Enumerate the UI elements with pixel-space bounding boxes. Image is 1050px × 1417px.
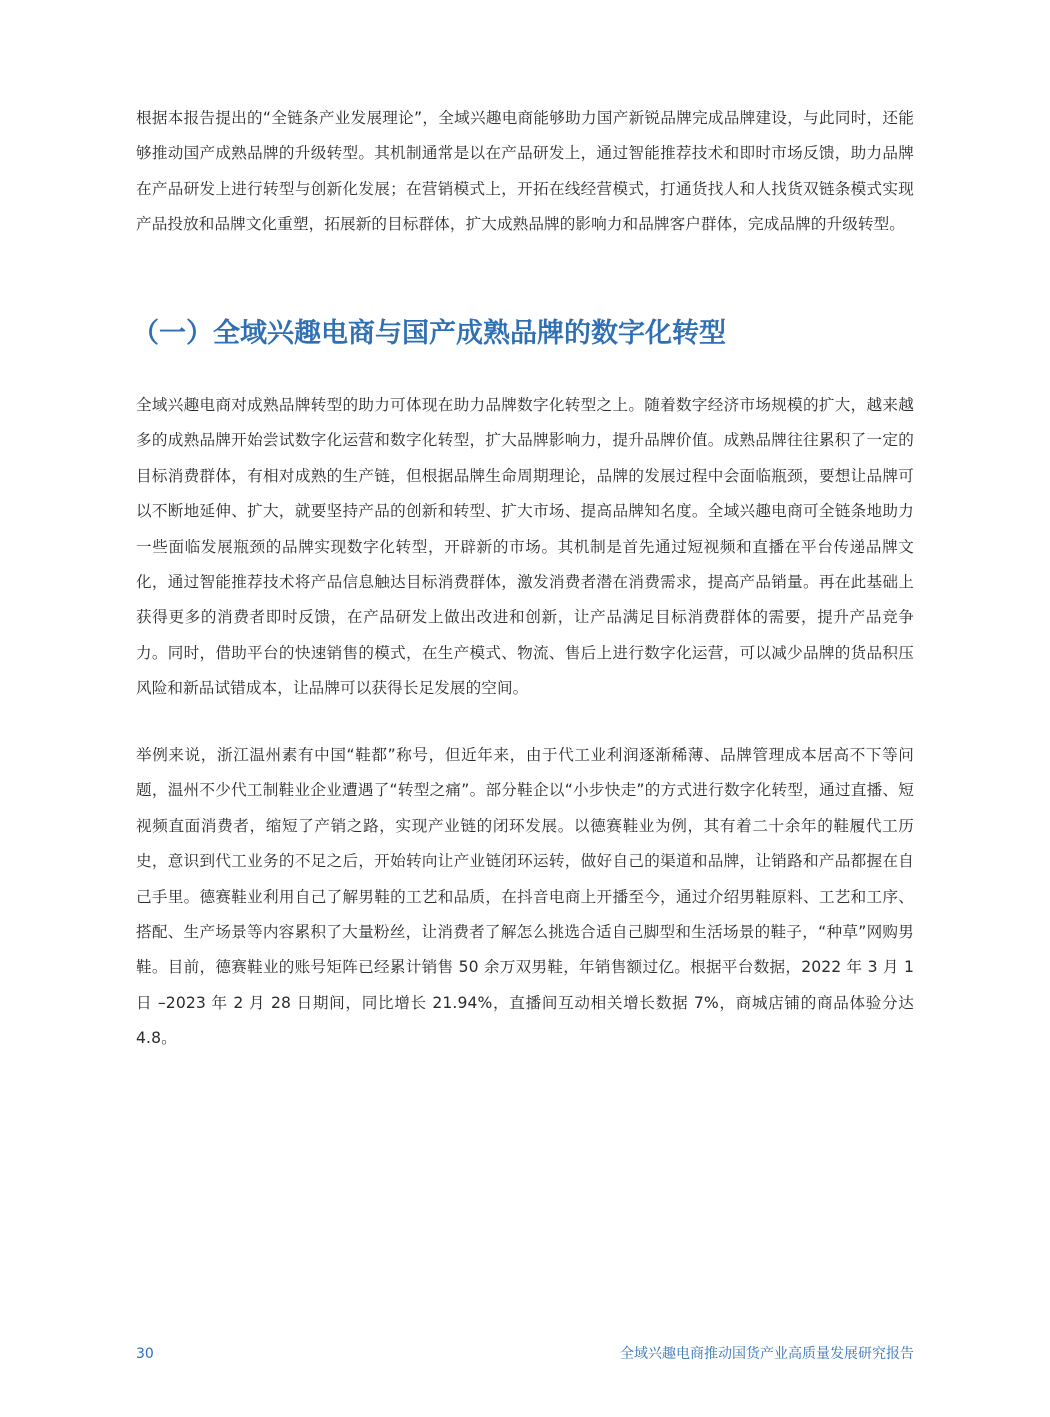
page-number: 30 <box>136 1346 154 1362</box>
footer-running-title: 全域兴趣电商推动国货产业高质量发展研究报告 <box>620 1346 914 1362</box>
section-heading: （一）全域兴趣电商与国产成熟品牌的数字化转型 <box>132 318 726 349</box>
body-paragraph-example: 举例来说，浙江温州素有中国“鞋都”称号，但近年来，由于代工业利润逐渐稀薄、品牌管理成本居高不下等问题，温州不少代工制鞋业企业遭遇了“转型之痛”。部分鞋企以“小步快走”的方式进行数字化转型，通过直播、短视频直面消费者，缩短了产销之路，实现产业链的闭环发展。以德赛鞋业为例，其有着二十余年的鞋履代工历史，意识到代工业务的不足之后，开始转向让产业链闭环运转，做好自己的渠道和品牌，让销路和产品都握在自己手里。德赛鞋业利用自己了解男鞋的工艺和品质，在抖音电商上开播至今，通过介绍男鞋原料、工艺和工序、搭配、生产场景等内容累积了大量粉丝，让消费者了解怎么挑选合适自己脚型和生活场景的鞋子，“种草”网购男鞋。目前，德赛鞋业的账号矩阵已经累计销售 50 余万双男鞋，年销售额过亿。根据平台数据，2022 年 3 月 1 日 –2023 年 2 月 28 日期间，同比增长 21.94%，直播间互动相关增长数据 7%，商城店铺的商品体验分达 4.8。 <box>136 746 914 1048</box>
body-paragraph-intro: 根据本报告提出的“全链条产业发展理论”，全域兴趣电商能够助力国产新锐品牌完成品牌建设，与此同时，还能够推动国产成熟品牌的升级转型。其机制通常是以在产品研发上，通过智能推荐技术和即时市场反馈，助力品牌在产品研发上进行转型与创新化发展；在营销模式上，开拓在线经营模式，打通货找人和人找货双链条模式实现产品投放和品牌文化重塑，拓展新的目标群体，扩大成熟品牌的影响力和品牌客户群体，完成品牌的升级转型。 <box>136 109 914 234</box>
body-paragraph-mechanism: 全域兴趣电商对成熟品牌转型的助力可体现在助力品牌数字化转型之上。随着数字经济市场规模的扩大，越来越多的成熟品牌开始尝试数字化运营和数字化转型，扩大品牌影响力，提升品牌价值。成熟品牌往往累积了一定的目标消费群体，有相对成熟的生产链，但根据品牌生命周期理论，品牌的发展过程中会面临瓶颈，要想让品牌可以不断地延伸、扩大，就要坚持产品的创新和转型、扩大市场、提高品牌知名度。全域兴趣电商可全链条地助力一些面临发展瓶颈的品牌实现数字化转型，开辟新的市场。其机制是首先通过短视频和直播在平台传递品牌文化，通过智能推荐技术将产品信息触达目标消费群体，激发消费者潜在消费需求，提高产品销量。再在此基础上获得更多的消费者即时反馈，在产品研发上做出改进和创新，让产品满足目标消费群体的需要，提升产品竞争力。同时，借助平台的快速销售的模式，在生产模式、物流、售后上进行数字化运营，可以减少品牌的货品积压风险和新品试错成本，让品牌可以获得长足发展的空间。 <box>136 396 914 698</box>
